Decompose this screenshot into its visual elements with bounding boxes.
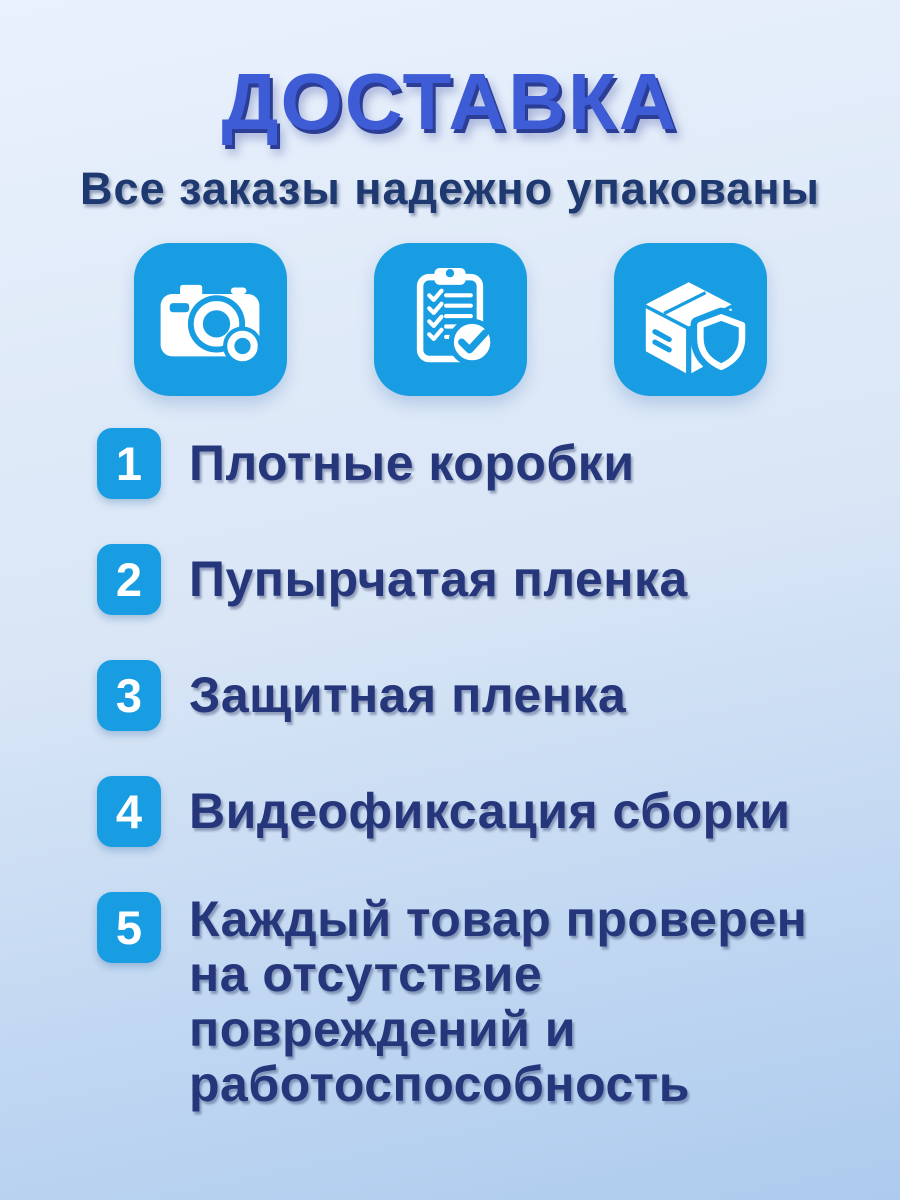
step-text <box>189 784 790 839</box>
step-text-line: повреждений и <box>189 1001 576 1057</box>
step-text-line: Каждый товар проверен <box>189 891 808 947</box>
checklist-tile <box>374 243 527 396</box>
step-number-badge: 5 <box>97 892 161 963</box>
step-text-line: работоспособность <box>189 1056 690 1112</box>
step-number-badge: 1 <box>97 428 161 499</box>
step-number-badge: 3 <box>97 660 161 731</box>
step-text <box>189 436 635 491</box>
step-text <box>189 552 688 607</box>
step-text-line: Пупырчатая пленка <box>189 551 688 607</box>
list-item <box>97 892 870 1112</box>
package-shield-icon <box>625 255 755 385</box>
packing-steps-list <box>97 428 870 1157</box>
step-text-line: Видеофиксация сборки <box>189 783 791 839</box>
list-item <box>97 660 870 731</box>
step-text-line: Плотные коробки <box>189 435 635 491</box>
list-item <box>97 428 870 499</box>
list-item <box>97 776 870 847</box>
step-text-line: на отсутствие <box>189 946 543 1002</box>
page-title: ДОСТАВКА <box>221 57 679 146</box>
list-item <box>97 544 870 615</box>
step-text-line: Защитная пленка <box>189 667 627 723</box>
step-number-badge: 2 <box>97 544 161 615</box>
page-subtitle: Все заказы надежно упакованы <box>80 163 820 214</box>
step-text <box>189 892 807 1112</box>
package-shield-tile <box>614 243 767 396</box>
camera-tile <box>134 243 287 396</box>
step-number-badge: 4 <box>97 776 161 847</box>
checklist-icon <box>385 255 515 385</box>
icon-row <box>0 243 900 396</box>
camera-icon <box>145 255 275 385</box>
step-text <box>189 668 626 723</box>
